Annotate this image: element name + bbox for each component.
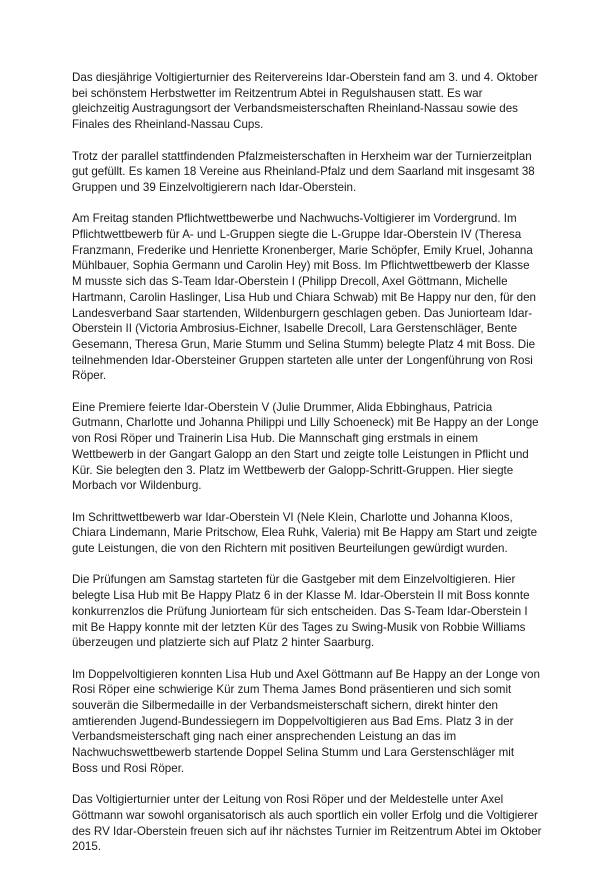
paragraph-walk-competition: Im Schrittwettbewerb war Idar-Oberstein VI (Nele Klein, Charlotte und Johanna Kloos, Chiara Lindemann, Marie Pritschow, Elea Ruhk, Valeria) mit Be Happy am Start und zeigte gute Leistungen, die von den Richtern mit positiven Beurteilungen gewürdigt wurden. (72, 510, 538, 556)
document-body (72, 70, 542, 871)
paragraph-conclusion: Das Voltigierturnier unter der Leitung von Rosi Röper und der Meldestelle unter Axel Göttmann war sowohl organisatorisch als auch sportlich ein voller Erfolg und die Voltigierer des RV Idar-Oberstein freuen sich auf ihr nächstes Turnier im Reitzentrum Abtei im Oktober 2015. (72, 793, 542, 854)
paragraph-premiere: Eine Premiere feierte Idar-Oberstein V (Julie Drummer, Alida Ebbinghaus, Patricia Gutmann, Charlotte und Johanna Philippi und Lilly Schoeneck) mit Be Happy an der Longe von Rosi Röper und Trainerin Lisa Hub. Die Mannschaft ging erstmals in einem Wettbewerb in der Gangart Galopp an den Start und zeigte tolle Leistungen in Pflicht und Kür. Sie belegten den 3. Platz im Wettbewerb der Galopp-Schritt-Gruppen. Hier siegte Morbach vor Wildenburg. (72, 400, 539, 493)
paragraph-pas-de-deux: Im Doppelvoltigieren konnten Lisa Hub und Axel Göttmann auf Be Happy an der Longe von Rosi Röper eine schwierige Kür zum Thema James Bond präsentieren und sich somit souverän die Silbermedaille in der Verbandsmeisterschaft sichern, direkt hinter den amtierenden Jugend-Bundessiegern im Doppelvoltigieren aus Bad Ems. Platz 3 in der Verbandsmeisterschaft ging nach einer ansprechenden Leistung an das im Nachwuchswettbewerb startende Doppel Selina Stumm und Lara Gerstenschläger mit Boss und Rosi Röper. (72, 667, 540, 775)
paragraph-saturday: Die Prüfungen am Samstag starteten für die Gastgeber mit dem Einzelvoltigieren. Hier belegte Lisa Hub mit Be Happy Platz 6 in der Klasse M. Idar-Oberstein II mit Boss konnte konkurrenzlos die Prüfung Juniorteam für sich entscheiden. Das S-Team Idar-Oberstein I mit Be Happy konnte mit der letzten Kür des Tages zu Swing-Musik von Robbie Williams überzeugen und platzierte sich auf Platz 2 hinter Saarburg. (72, 573, 530, 650)
paragraph-intro: Das diesjährige Voltigierturnier des Reitervereins Idar-Oberstein fand am 3. und 4. Oktober bei schönstem Herbstwetter im Reitzentrum Abtei in Regulshausen statt. Es war gleichzeitig Austragungsort der Verbandsmeisterschaften Rheinland-Nassau sowie des Finales des Rheinland-Nassau Cups. (72, 71, 538, 132)
paragraph-participation: Trotz der parallel stattfindenden Pfalzmeisterschaften in Herxheim war der Turnierzeitplan gut gefüllt. Es kamen 18 Vereine aus Rheinland-Pfalz und dem Saarland mit insgesamt 38 Gruppen und 39 Einzelvoltigierern nach Idar-Oberstein. (72, 149, 535, 194)
paragraph-friday: Am Freitag standen Pflichtwettbewerbe und Nachwuchs-Voltigierer im Vordergrund. Im Pflichtwettbewerb für A- und L-Gruppen siegte die L-Gruppe Idar-Oberstein IV (Theresa Franzmann, Frederike und Henriette Kronenberger, Marie Schöpfer, Emily Kruel, Johanna Mühlbauer, Sophia Germann und Carolin Hey) mit Boss. Im Pflichtwettbewerb der Klasse M musste sich das S-Team Idar-Oberstein I (Philipp Drecoll, Axel Göttmann, Michelle Hartmann, Carolin Haslinger, Lisa Hub und Chiara Schwab) mit Be Happy nur den, für den Landesverband Saar startenden, Wildenburgern geschlagen geben. Das Juniorteam Idar-Oberstein II (Victoria Ambrosius-Eichner, Isabelle Drecoll, Lara Gerstenschläger, Bente Gesemann, Theresa Grun, Marie Stumm und Selina Stumm) belegte Platz 4 mit Boss. Die teilnehmenden Idar-Obersteiner Gruppen starteten alle unter der Longenführung von Rosi Röper. (72, 212, 536, 383)
